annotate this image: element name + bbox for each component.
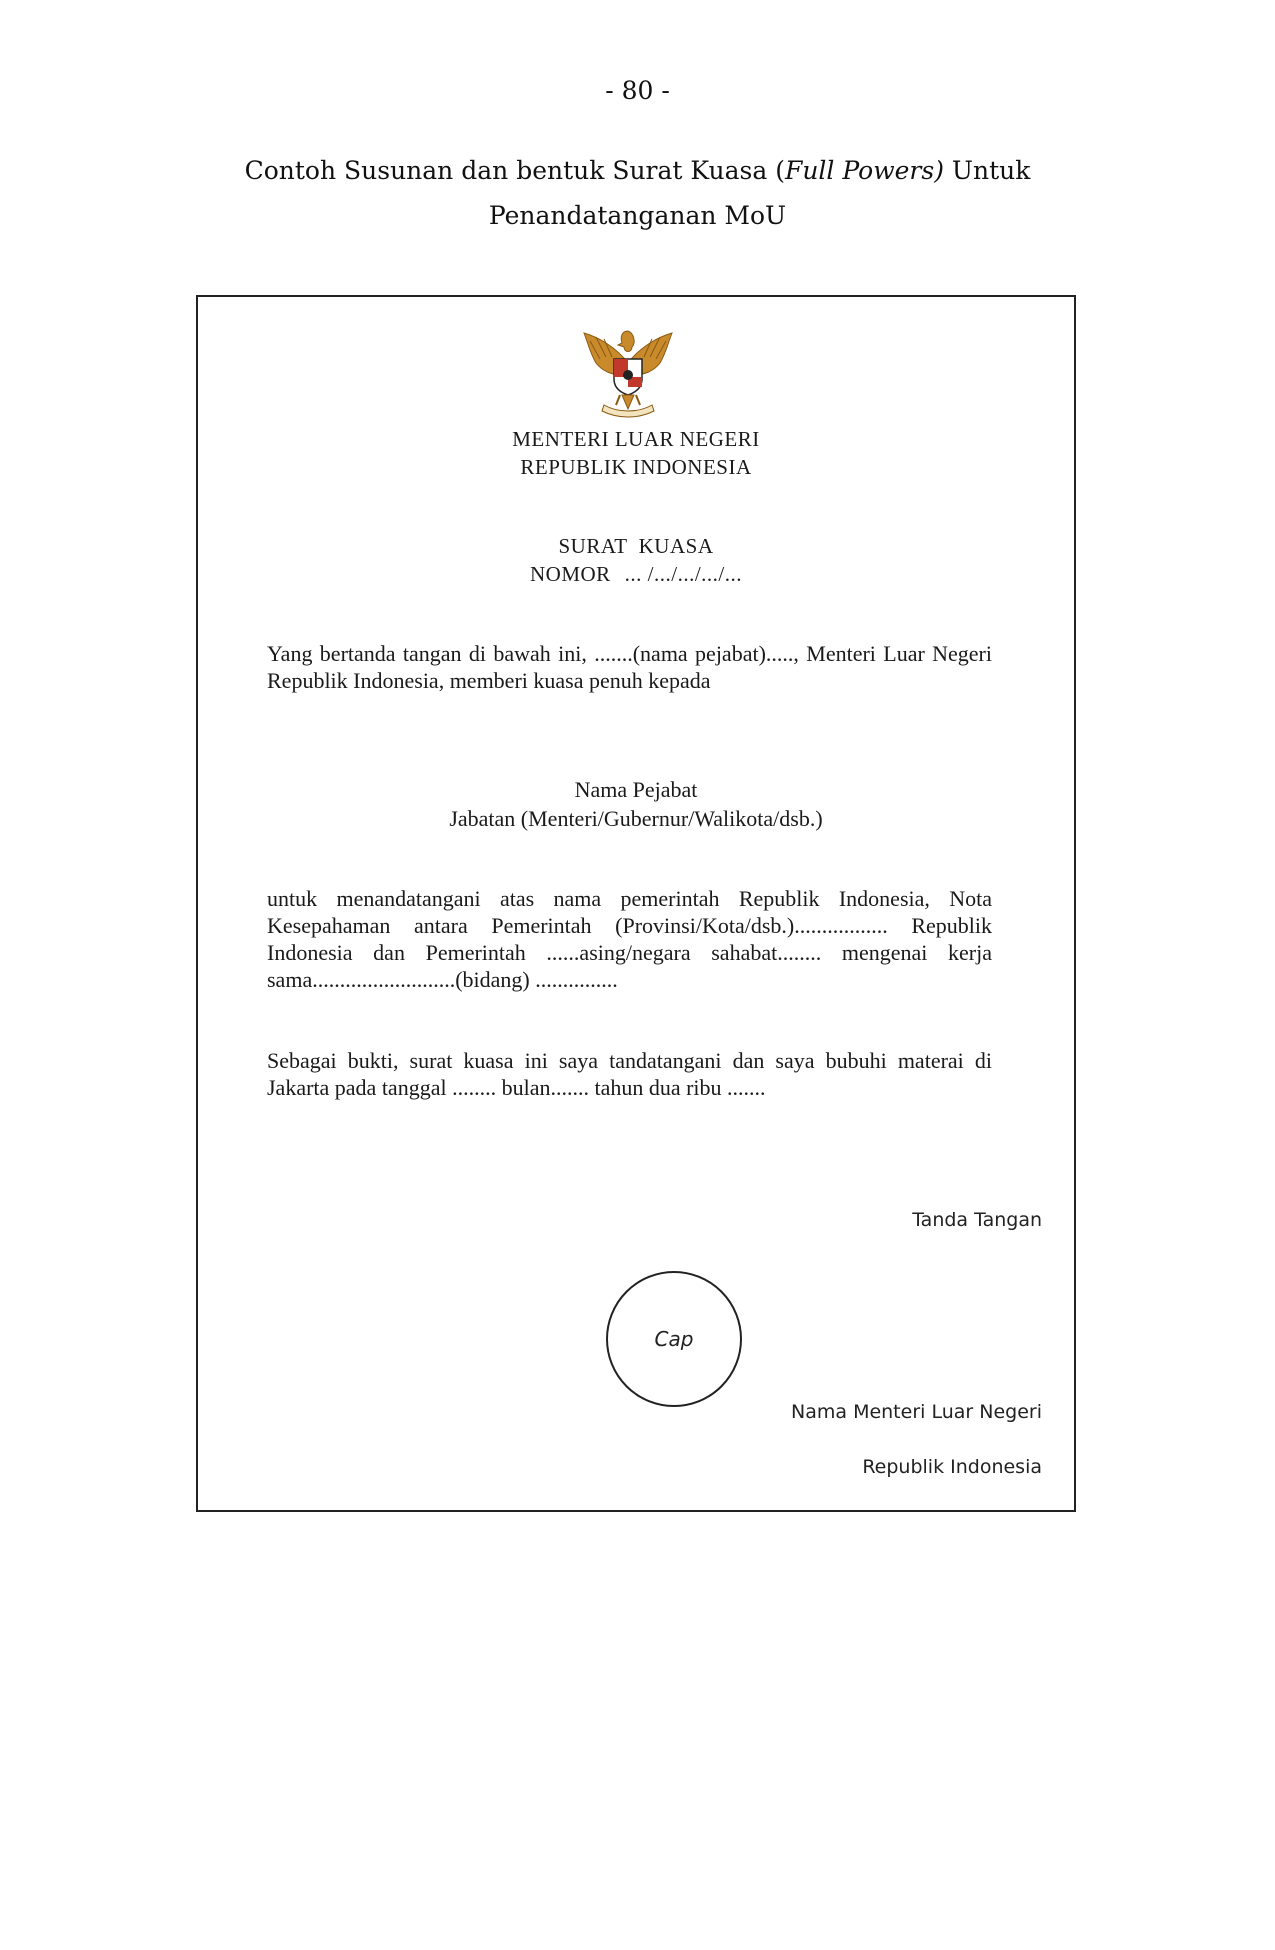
minister-name: Nama Menteri Luar Negeri [791, 1401, 1042, 1423]
stamp-label: Cap [654, 1327, 694, 1351]
closing-paragraph: Sebagai bukti, surat kuasa ini saya tandatangani dan saya bubuhi materai di Jakarta pada tanggal ........ bulan....... tahun dua ribu ....... [267, 1048, 992, 1100]
garuda-emblem-icon [578, 323, 678, 419]
caption-line-2: Penandatanganan MoU [488, 201, 787, 230]
letter-title-block [198, 532, 1074, 588]
caption-text-start: Contoh Susunan dan bentuk Surat Kuasa ( [244, 156, 785, 185]
opening-paragraph: Yang bertanda tangan di bawah ini, .......(nama pejabat)....., Menteri Luar Negeri Republik Indonesia, memberi kuasa penuh kepada [267, 641, 992, 693]
nomor-value: ... /.../.../.../... [624, 562, 743, 586]
caption-text-end: Untuk [943, 156, 1031, 185]
signature-label: Tanda Tangan [912, 1209, 1042, 1231]
stamp-circle [606, 1271, 742, 1407]
page-number: - 80 - [605, 76, 670, 105]
official-block [198, 775, 1074, 833]
ministry-line-2: REPUBLIK INDONESIA [520, 455, 752, 479]
caption-italic-text: Full Powers) [784, 156, 944, 185]
official-position: Jabatan (Menteri/Gubernur/Walikota/dsb.) [449, 806, 823, 831]
ministry-line-1: MENTERI LUAR NEGERI [512, 427, 760, 451]
letter-frame [196, 295, 1076, 1512]
caption-line-1 [0, 148, 1275, 193]
mandate-paragraph: untuk menandatangani atas nama pemerintah Republik Indonesia, Nota Kesepahaman antara Pemerintah (Provinsi/Kota/dsb.)................. Republik Indonesia dan Pemerintah ......asing/negara sahabat........ mengenai kerja sama..........................(bidang) ............... [267, 886, 992, 992]
minister-country: Republik Indonesia [862, 1456, 1042, 1478]
document-caption [0, 148, 1275, 238]
ministry-heading [198, 425, 1074, 481]
nomor-label: NOMOR [529, 562, 611, 586]
letter-number [198, 560, 1074, 588]
letter-title: SURAT KUASA [558, 534, 714, 558]
official-name: Nama Pejabat [574, 777, 698, 802]
